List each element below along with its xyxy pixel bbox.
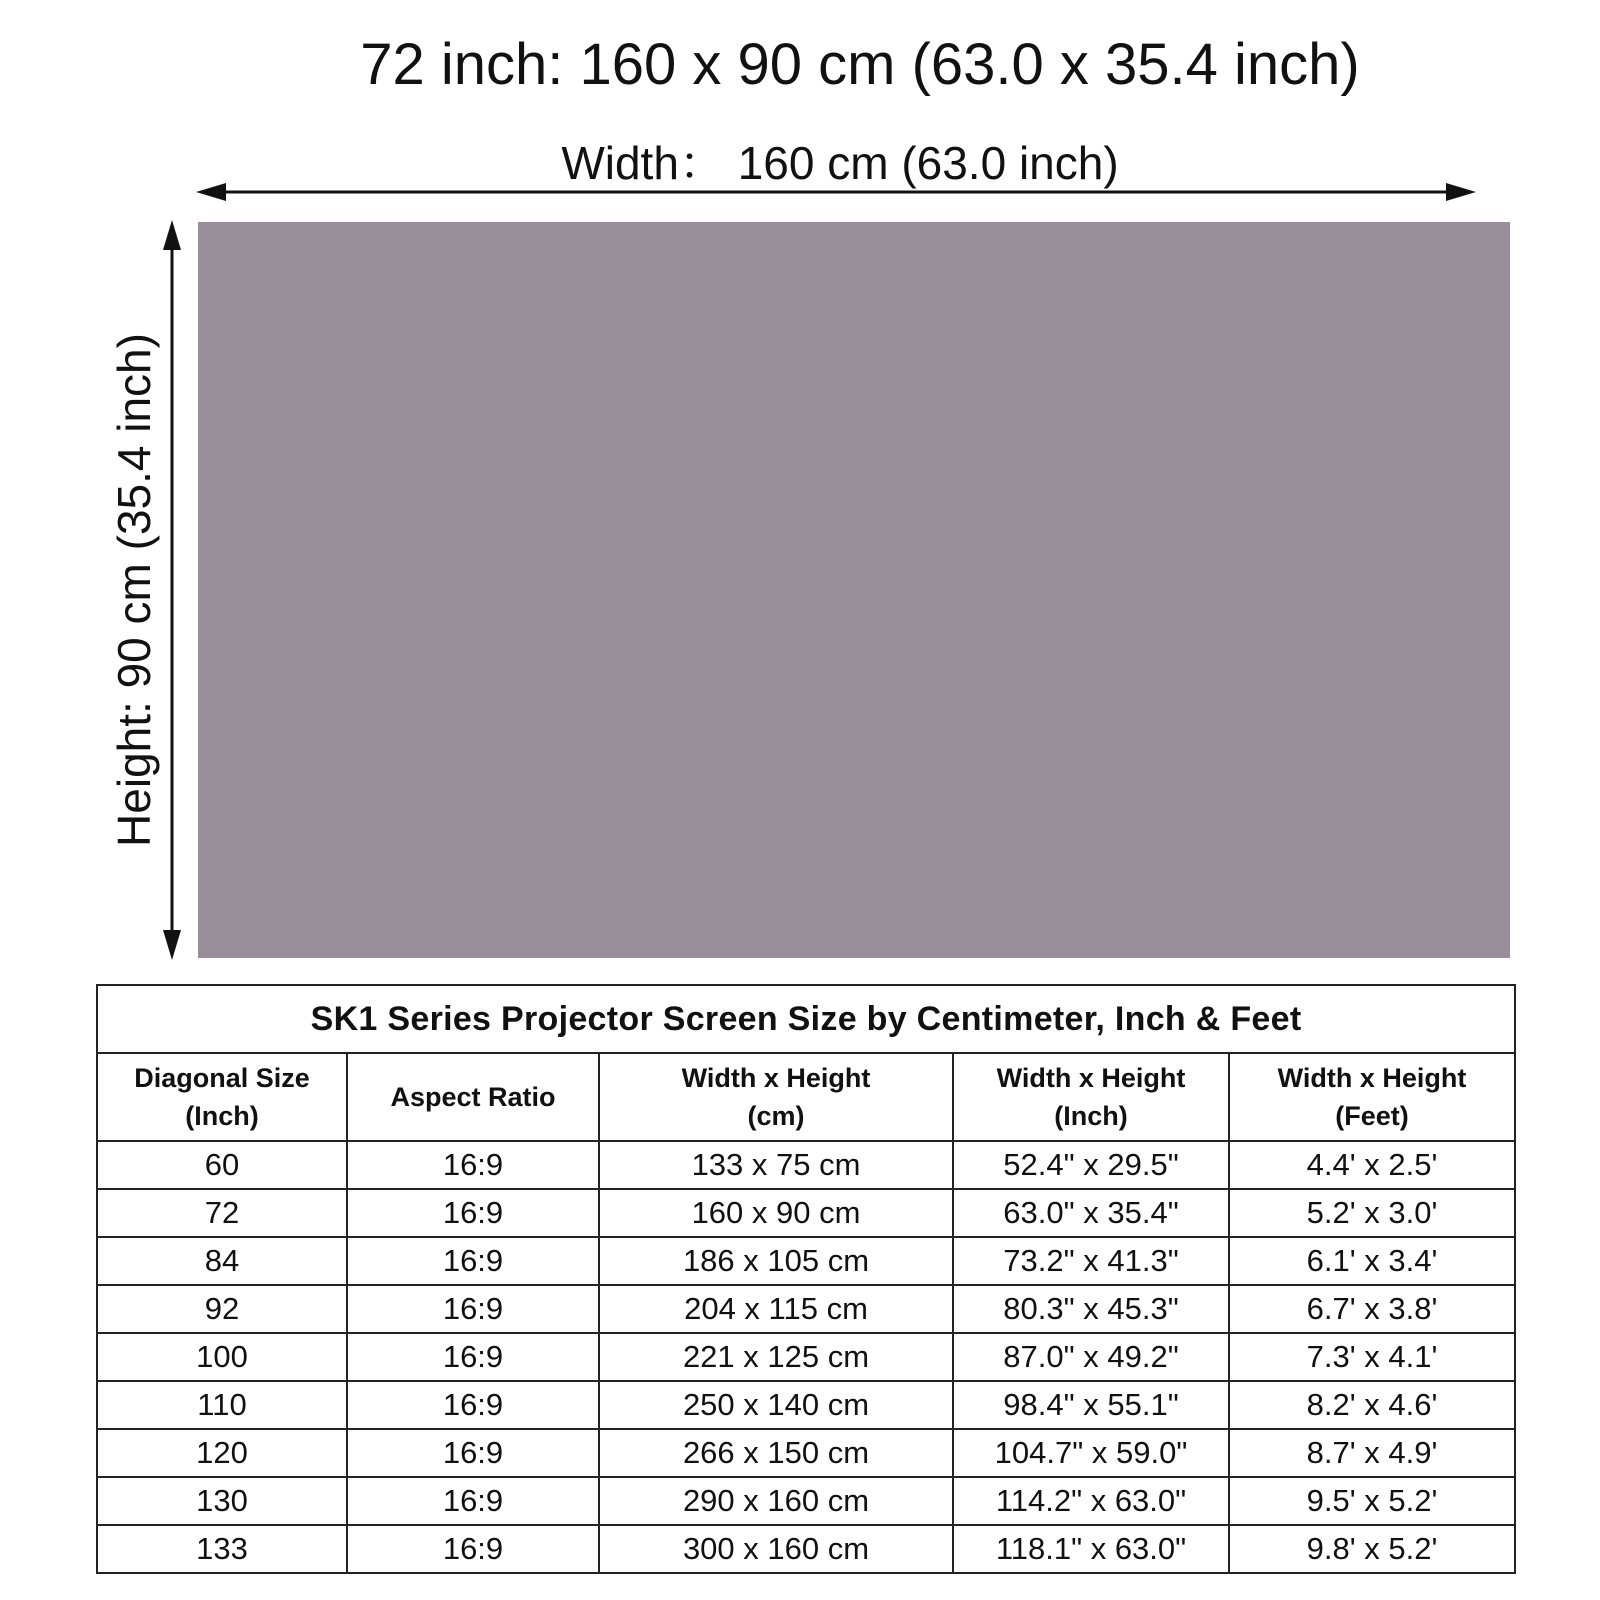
column-header xyxy=(1229,1053,1515,1141)
page-title: 72 inch: 160 x 90 cm (63.0 x 35.4 inch) xyxy=(360,32,1360,97)
column-header-line1: Width x Height xyxy=(996,1063,1186,1093)
aspect-ratio-cell: 16:9 xyxy=(347,1189,599,1237)
aspect-ratio-cell: 16:9 xyxy=(347,1381,599,1429)
size-feet-cell: 6.7' x 3.8' xyxy=(1229,1285,1515,1333)
size-inch-cell: 98.4" x 55.1" xyxy=(953,1381,1229,1429)
column-header xyxy=(953,1053,1229,1141)
table-row xyxy=(97,1477,1515,1525)
size-feet-cell: 4.4' x 2.5' xyxy=(1229,1141,1515,1189)
aspect-ratio-cell: 16:9 xyxy=(347,1429,599,1477)
size-feet-cell: 9.5' x 5.2' xyxy=(1229,1477,1515,1525)
size-feet-cell: 8.7' x 4.9' xyxy=(1229,1429,1515,1477)
size-inch-cell: 63.0" x 35.4" xyxy=(953,1189,1229,1237)
table-row xyxy=(97,1525,1515,1573)
size-inch-cell: 52.4" x 29.5" xyxy=(953,1141,1229,1189)
screen-size-table xyxy=(96,984,1516,1574)
column-header-line2: (Inch) xyxy=(1054,1101,1128,1131)
size-inch-cell: 104.7" x 59.0" xyxy=(953,1429,1229,1477)
aspect-ratio-cell: 16:9 xyxy=(347,1477,599,1525)
aspect-ratio-cell: 16:9 xyxy=(347,1237,599,1285)
aspect-ratio-cell: 16:9 xyxy=(347,1141,599,1189)
diagonal-size-cell: 92 xyxy=(97,1285,347,1333)
width-arrow xyxy=(196,180,1476,204)
size-feet-cell: 6.1' x 3.4' xyxy=(1229,1237,1515,1285)
column-header-line2: (cm) xyxy=(747,1101,805,1131)
column-header-line2: (Inch) xyxy=(185,1101,259,1131)
size-cm-cell: 290 x 160 cm xyxy=(599,1477,953,1525)
table-row xyxy=(97,1429,1515,1477)
size-cm-cell: 266 x 150 cm xyxy=(599,1429,953,1477)
table-caption-row xyxy=(97,985,1515,1053)
column-header-line1: Diagonal Size xyxy=(134,1063,310,1093)
table-caption: SK1 Series Projector Screen Size by Centimeter, Inch & Feet xyxy=(97,985,1515,1053)
size-inch-cell: 114.2" x 63.0" xyxy=(953,1477,1229,1525)
aspect-ratio-cell: 16:9 xyxy=(347,1333,599,1381)
diagonal-size-cell: 60 xyxy=(97,1141,347,1189)
column-header-line1: Width x Height xyxy=(681,1063,871,1093)
column-header-line2: (Feet) xyxy=(1335,1101,1409,1131)
column-header xyxy=(347,1053,599,1141)
table-row xyxy=(97,1141,1515,1189)
size-inch-cell: 118.1" x 63.0" xyxy=(953,1525,1229,1573)
column-header xyxy=(97,1053,347,1141)
aspect-ratio-cell: 16:9 xyxy=(347,1525,599,1573)
size-cm-cell: 186 x 105 cm xyxy=(599,1237,953,1285)
aspect-ratio-cell: 16:9 xyxy=(347,1285,599,1333)
column-header-line1: Width x Height xyxy=(1277,1063,1467,1093)
size-cm-cell: 250 x 140 cm xyxy=(599,1381,953,1429)
size-feet-cell: 9.8' x 5.2' xyxy=(1229,1525,1515,1573)
width-dimension-label: Width： 160 cm (63.0 inch) xyxy=(561,137,1119,189)
column-header-line1: Aspect Ratio xyxy=(390,1082,556,1112)
diagonal-size-cell: 120 xyxy=(97,1429,347,1477)
table-row xyxy=(97,1333,1515,1381)
table-row xyxy=(97,1381,1515,1429)
size-cm-cell: 221 x 125 cm xyxy=(599,1333,953,1381)
size-feet-cell: 8.2' x 4.6' xyxy=(1229,1381,1515,1429)
diagonal-size-cell: 133 xyxy=(97,1525,347,1573)
column-header xyxy=(599,1053,953,1141)
height-dimension-label: Height: 90 cm (35.4 inch) xyxy=(108,333,160,847)
diagonal-size-cell: 72 xyxy=(97,1189,347,1237)
diagonal-size-cell: 130 xyxy=(97,1477,347,1525)
size-inch-cell: 80.3" x 45.3" xyxy=(953,1285,1229,1333)
size-cm-cell: 204 x 115 cm xyxy=(599,1285,953,1333)
size-feet-cell: 5.2' x 3.0' xyxy=(1229,1189,1515,1237)
size-inch-cell: 87.0" x 49.2" xyxy=(953,1333,1229,1381)
table-row xyxy=(97,1189,1515,1237)
size-cm-cell: 160 x 90 cm xyxy=(599,1189,953,1237)
table-row xyxy=(97,1285,1515,1333)
size-cm-cell: 133 x 75 cm xyxy=(599,1141,953,1189)
table-row xyxy=(97,1237,1515,1285)
table-header-row xyxy=(97,1053,1515,1141)
size-feet-cell: 7.3' x 4.1' xyxy=(1229,1333,1515,1381)
projector-screen-illustration xyxy=(198,222,1510,958)
diagonal-size-cell: 110 xyxy=(97,1381,347,1429)
size-cm-cell: 300 x 160 cm xyxy=(599,1525,953,1573)
size-inch-cell: 73.2" x 41.3" xyxy=(953,1237,1229,1285)
diagonal-size-cell: 84 xyxy=(97,1237,347,1285)
diagonal-size-cell: 100 xyxy=(97,1333,347,1381)
